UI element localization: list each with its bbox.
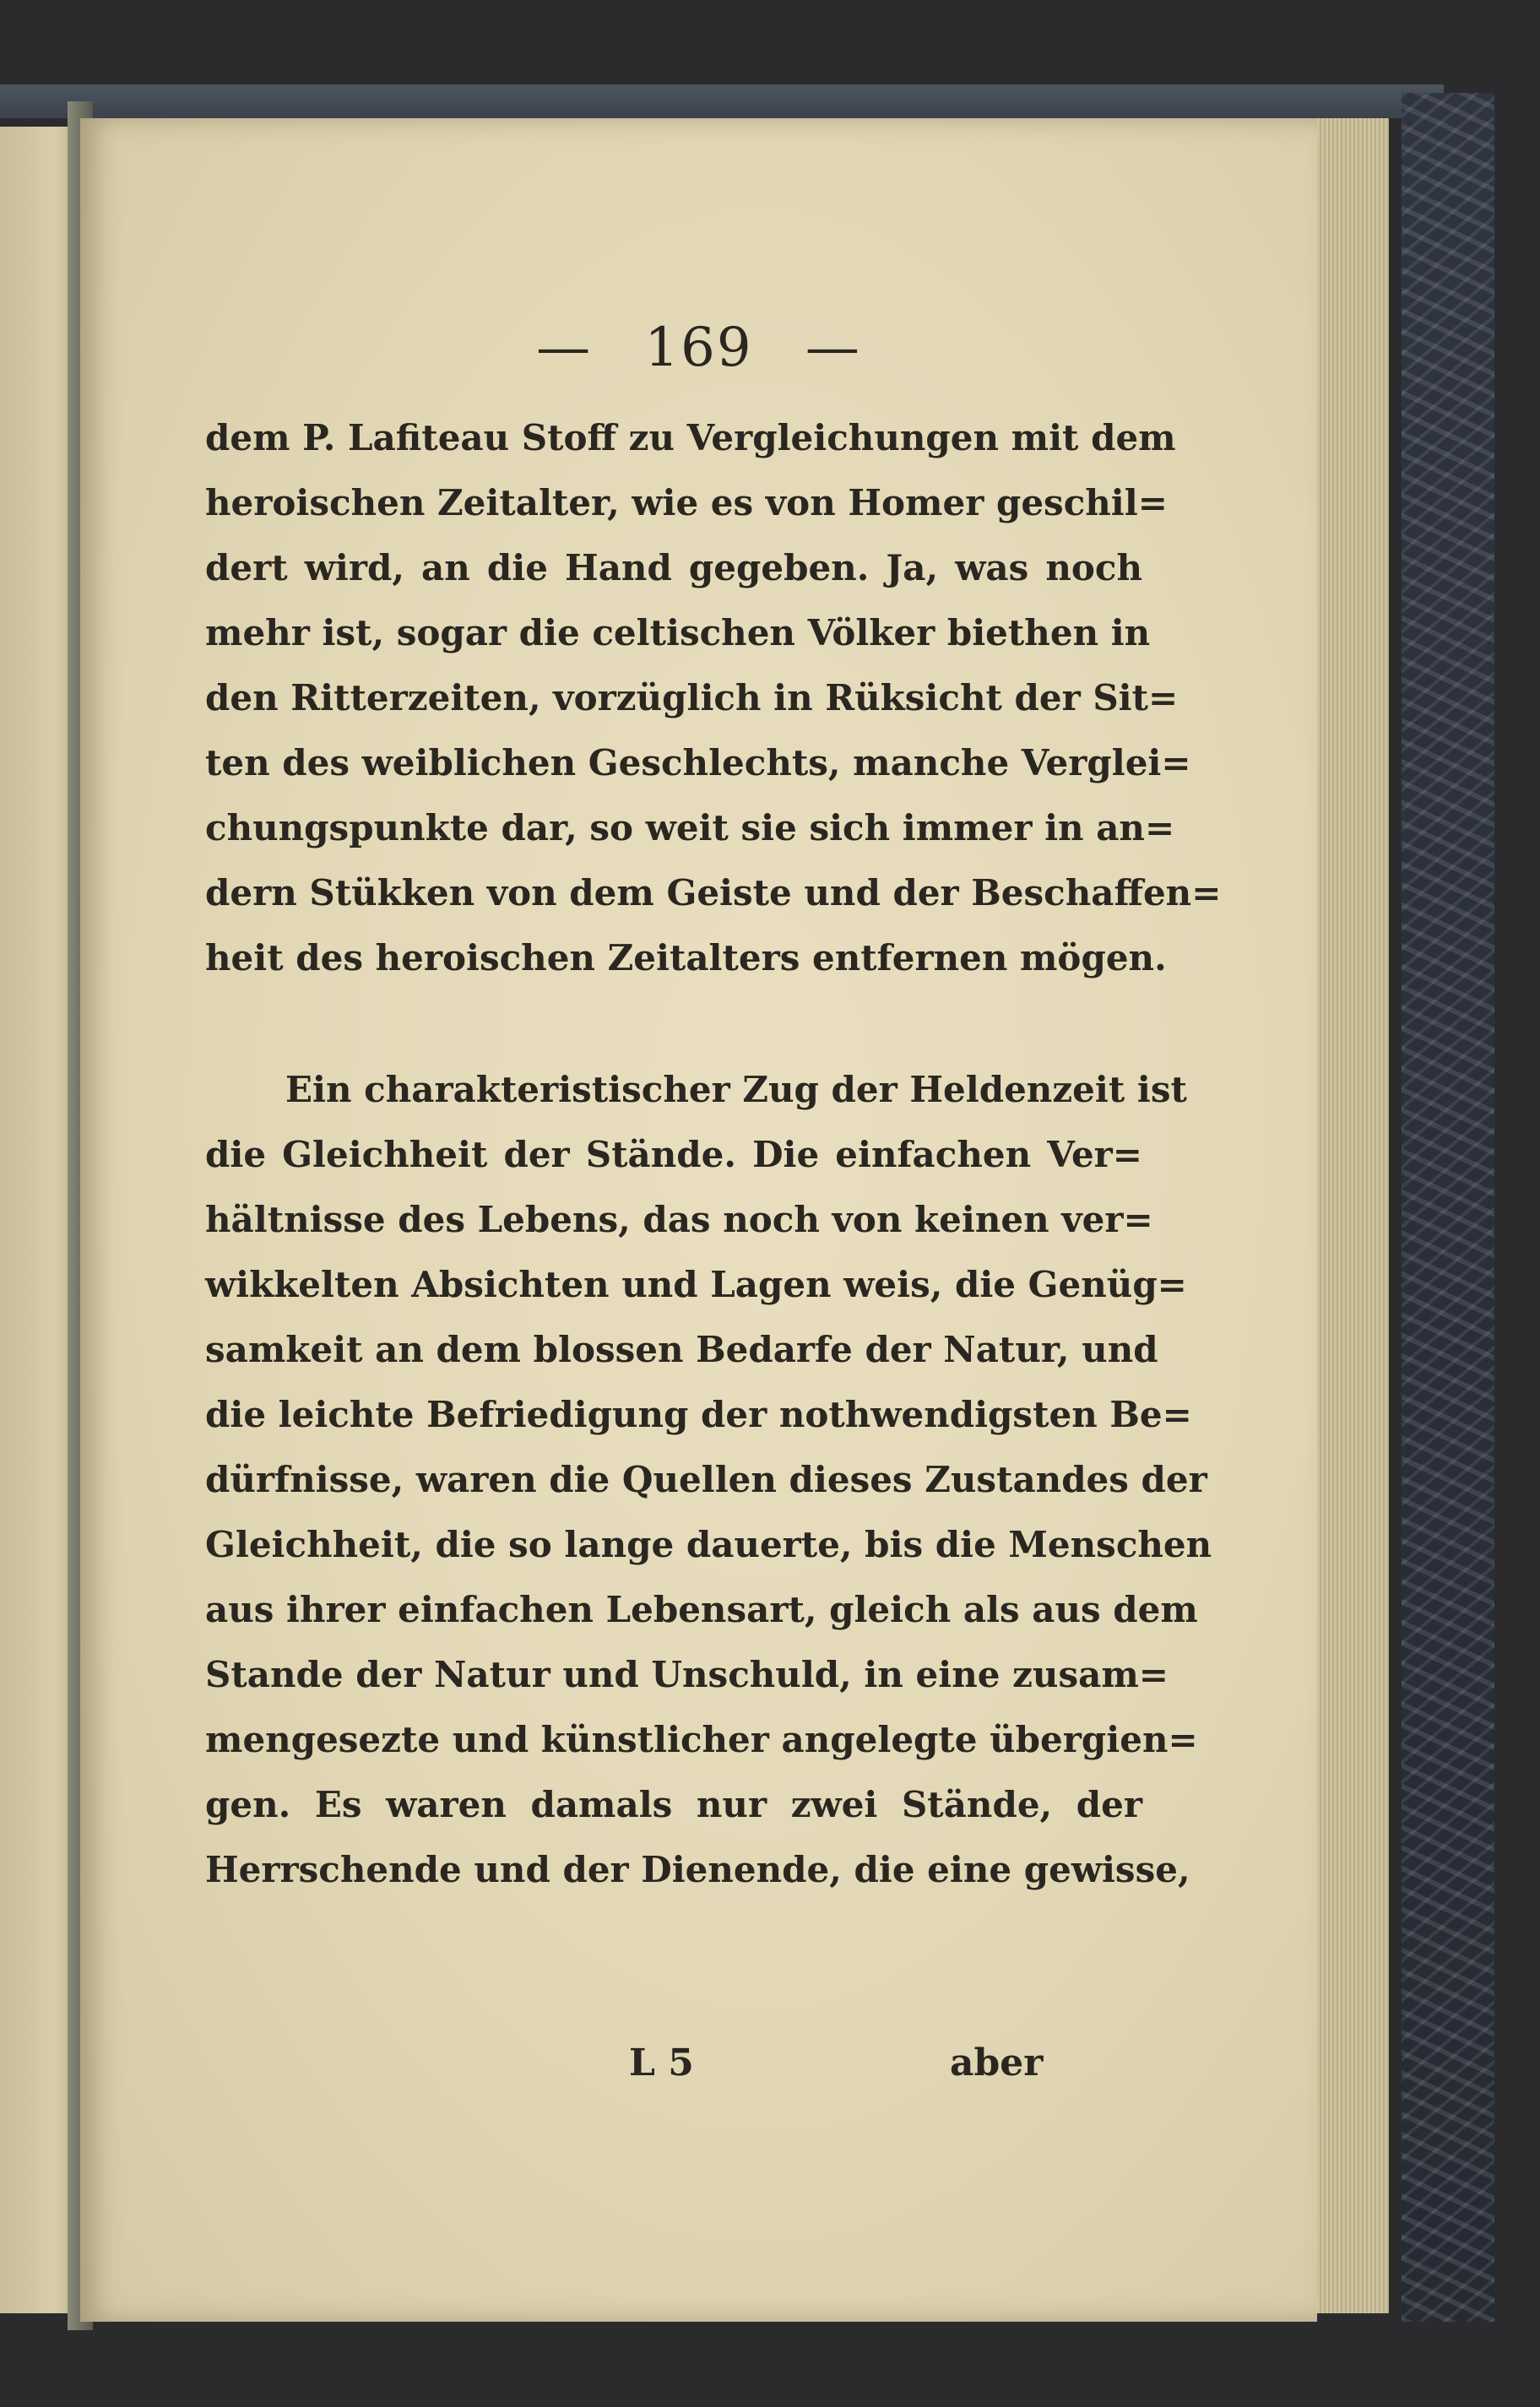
catchword: aber <box>950 2041 1044 2084</box>
text-line: samkeit an dem blossen Bedarfe der Natur, und <box>205 1329 1158 1370</box>
text-line: heroischen Zeitalter, wie es von Homer geschil= <box>205 482 1168 523</box>
text-line: aus ihrer einfachen Lebensart, gleich als aus dem <box>205 1589 1198 1630</box>
header-dash-left: — <box>536 317 593 379</box>
text-line: hältnisse des Lebens, das noch von keinen ver= <box>205 1199 1153 1240</box>
paragraph-1 <box>205 405 1222 990</box>
text-line: wikkelten Absichten und Lagen weis, die Genüg= <box>205 1264 1187 1305</box>
header-dash-right: — <box>805 317 861 379</box>
text-line: Gleichheit, die so lange dauerte, bis die Menschen <box>205 1524 1212 1565</box>
text-line: mengesezte und künstlicher angelegte übergien= <box>205 1719 1198 1760</box>
text-line: mehr ist, sogar die celtischen Völker biethen in <box>205 612 1151 653</box>
text-line: die Gleichheit der Stände. Die einfachen Ver= <box>205 1134 1142 1175</box>
text-line: den Ritterzeiten, vorzüglich in Rüksicht der Sit= <box>205 677 1179 718</box>
text-line: gen. Es waren damals nur zwei Stände, der <box>205 1784 1142 1825</box>
book-cover-top <box>0 84 1444 118</box>
page-block-edge <box>1313 118 1389 2313</box>
signature-mark: L 5 <box>629 2041 694 2084</box>
text-line: ten des weiblichen Geschlechts, manche Verglei= <box>205 742 1191 783</box>
page-number: 169 <box>644 317 753 379</box>
text-line: chungspunkte dar, so weit sie sich immer in an= <box>205 807 1175 848</box>
facing-page-edge <box>0 127 78 2313</box>
text-line: Herrschende und der Dienende, die eine gewisse, <box>205 1849 1190 1890</box>
text-line: die leichte Befriedigung der nothwendigsten Be= <box>205 1394 1192 1435</box>
text-line: dern Stükken von dem Geiste und der Beschaffen= <box>205 872 1222 913</box>
text-line: dürfnisse, waren die Quellen dieses Zustandes der <box>205 1459 1207 1500</box>
marbled-cover <box>1402 93 1494 2322</box>
paragraph-2 <box>205 1057 1212 1902</box>
text-line: heit des heroischen Zeitalters entfernen mögen. <box>205 937 1167 979</box>
text-line: dem P. Lafiteau Stoff zu Vergleichungen mit dem <box>205 417 1176 458</box>
text-line: Stande der Natur und Unschuld, in eine zusam= <box>205 1654 1169 1695</box>
text-line: Ein charakteristischer Zug der Heldenzeit ist <box>285 1069 1187 1110</box>
text-line: dert wird, an die Hand gegeben. Ja, was noch <box>205 547 1142 588</box>
book-page <box>80 118 1317 2322</box>
page-header <box>80 317 1317 379</box>
